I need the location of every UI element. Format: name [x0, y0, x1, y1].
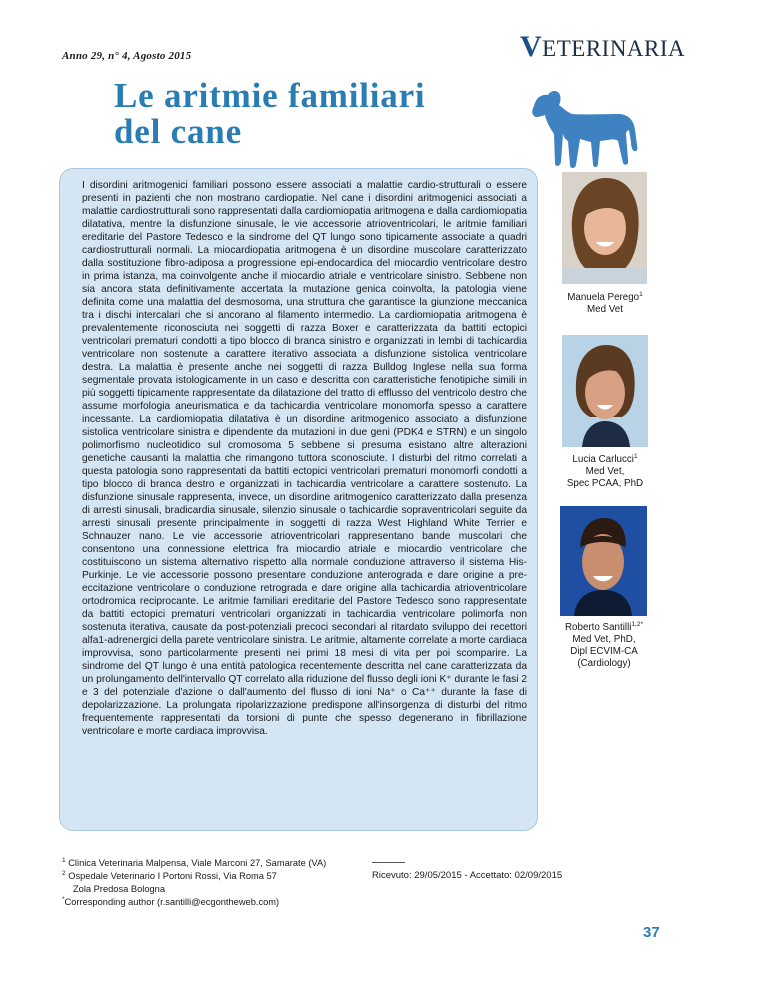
author-photo-perego: [562, 172, 647, 284]
journal-logo: [520, 30, 685, 64]
received-dates: Ricevuto: 29/05/2015 - Accettato: 02/09/2015: [372, 870, 563, 881]
title-line-1: Le aritmie familiari: [114, 76, 426, 115]
logo-initial: V: [520, 30, 543, 63]
author-credentials-1: Med Vet,: [585, 466, 625, 477]
issue-info: Anno 29, n° 4, Agosto 2015: [62, 50, 192, 62]
author-photo-carlucci: [562, 335, 648, 447]
dog-icon: [528, 84, 640, 170]
author-credentials-3: (Cardiology): [577, 658, 631, 669]
divider: [372, 862, 405, 863]
abstract-box: [59, 168, 538, 831]
author-name: Manuela Perego$^1$: [567, 291, 643, 303]
affiliation-1: $^1$ Clinica Veterinaria Malpensa, Viale Marconi 27, Samarate (VA): [62, 857, 327, 868]
author-santilli: [558, 622, 650, 670]
affiliation-2: $^2$ Ospedale Veterinario I Portoni Rossi, Via Roma 57: [62, 870, 277, 881]
corresponding-author: *Corresponding author (r.santilli@ecgontheweb.com): [62, 896, 280, 907]
author-name: Roberto Santilli$^{1,2*}$: [564, 621, 643, 633]
author-perego: [560, 292, 650, 316]
affiliations: [62, 857, 326, 909]
author-credentials-2: Dipl ECVIM-CA: [570, 646, 638, 657]
author-credentials-2: Spec PCAA, PhD: [566, 478, 644, 489]
affiliation-2-cont: Zola Predosa Bologna: [73, 884, 165, 894]
author-credentials-1: Med Vet, PhD,: [572, 634, 636, 645]
author-credentials: Med Vet: [587, 304, 623, 315]
title-line-2: del cane: [114, 112, 242, 151]
author-carlucci: [560, 454, 650, 490]
article-title: [114, 78, 425, 150]
author-photo-santilli: [560, 506, 647, 616]
abstract-text: I disordini aritmogenici familiari possono essere associati a malattie cardio-strutturali o essere presenti in pazienti che non mostrano cardiopatie. Nel cane i disordini aritmogenici associati a malattie cardiostrutturali sono rappresentati dalla cardiomiopatia aritmogena e dalla cardiomiopatia dilatativa, mentre la disfunzione sinusale, le vie accessorie atrioventricolari, le aritmie familiari ereditarie del Pastore Tedesco e la sindrome del QT lungo sono tipicamente associate a quadri cardiostrutturali normali. La miocardiopatia aritmogena è un disordine muscolare caratterizzato dalla sostituzione fibro-adiposa a progressione epi-endocardica del miocardio ventricolare destro in prima istanza, ma coinvolgente anche il miocardio atriale e ventricolare sinistro. Sebbene non sia ancora stata definitivamente accertata la mutazione genica coinvolta, la patologia viene definita come una malattia del desmosoma, una struttura che garantisce la giunzione meccanica tra i dischi intercalari che si ancorano al filamento intermedio. La cardiomiopatia aritmogena è prevalentemente riconosciuta nei soggetti di razza Boxer e caratterizzata da battiti ectopici ventricolari prematuri condotti a tipo blocco di branca sinistro e organizzati in lembi di tachicardia ventricolare non sostenute a carattere iterativo associata a disfunzione sistolica ventricolare destra. La malattia è presente anche nei soggetti di razza Bulldog Inglese nella sua forma segmentale provata istologicamente in un caso e descritta con caratteristiche fenotipiche simili in più soggetti tipicamente rappresentate da dilatazione del tratto di efflusso del ventricolo destro che assume morfologia aneurismatica e da tachicardia ventricolare monomorfa spesso a carattere incessante. La cardiomiopatia dilatativa è un disordine aritmogenico associato a disfunzione sistolica ventricolare sinistra e dipendente da mutazioni in due geni (PDK4 e STRN) e un singolo polimorfismo nucleotidico sul cromosoma 5 sebbene si presuma esistano altre alterazioni genetiche causanti la malattia che rimangono tuttora sconosciute. I disturbi del ritmo correlati a questa patologia sono rappresentati da battiti ectopici ventricolari prematuri monomorfi condotti a tipo blocco di branca destro e organizzati in tachicardia ventricolare a carattere sostenuto. La disfunzione sinusale rappresenta, invece, un disordine aritmogenico caratterizzato dalla presenza di arresti sinusali, bradicardia sinusale, silenzio sinusale o tachicardie sopraventricolari seguite da arresti sinusali presente principalmente in soggetti di razza West Highland White Terrier e Schnauzer nano. Le vie accessorie atrioventricolari rappresentano bande muscolari che consentono una connessione elettrica fra miocardio atriale e miocardio ventricolare che costituiscono un sistema alternativo rispetto alla normale conduzione attraverso il sistema His-Purkinje. Le vie accessorie possono presentare conduzione anterograda e dare origine a pre-eccitazione ventricolare o conduzione retrograda e dare origine alla tachicardia atrioventricolare ortodromica reciprocante. Le aritmie familiari ereditarie del Pastore Tedesco sono rappresentate da battiti ectopici prematuri ventricolari organizzati in tachicardia ventricolare polimorfa non sostenuta iterativa, causate da post-potenziali precoci secondari al ritardato sviluppo dei recettori alfa1-adrenergici della parete ventricolare sinistra. Le aritmie, altamente correlate a morte cardiaca improvvisa, sono particolarmente presenti nei primi 18 mesi di vita per poi scomparire. La sindrome del QT lungo è una entità patologica recentemente descritta nel cane caratterizzata da un prolungamento dell'intervallo QT correlato alla riduzione del flusso degli ioni K⁺ durante le fasi 2 e 3 del potenziale d'azione o dall'aumento del flusso di ioni Na⁺ o Ca⁺⁺ durante la fase di depolarizzazione. La prolungata ripolarizzazione predispone all'insorgenza di disturbi del ritmo frequentemente rappresentati da torsioni di punte che spesso degenerano in fibrillazione ventricolare e morte cardiaca improvvisa.: [82, 180, 527, 737]
page-number: 37: [643, 924, 660, 941]
logo-text: ETERINARIA: [542, 36, 686, 61]
author-name: Lucia Carlucci$^1$: [572, 453, 638, 465]
